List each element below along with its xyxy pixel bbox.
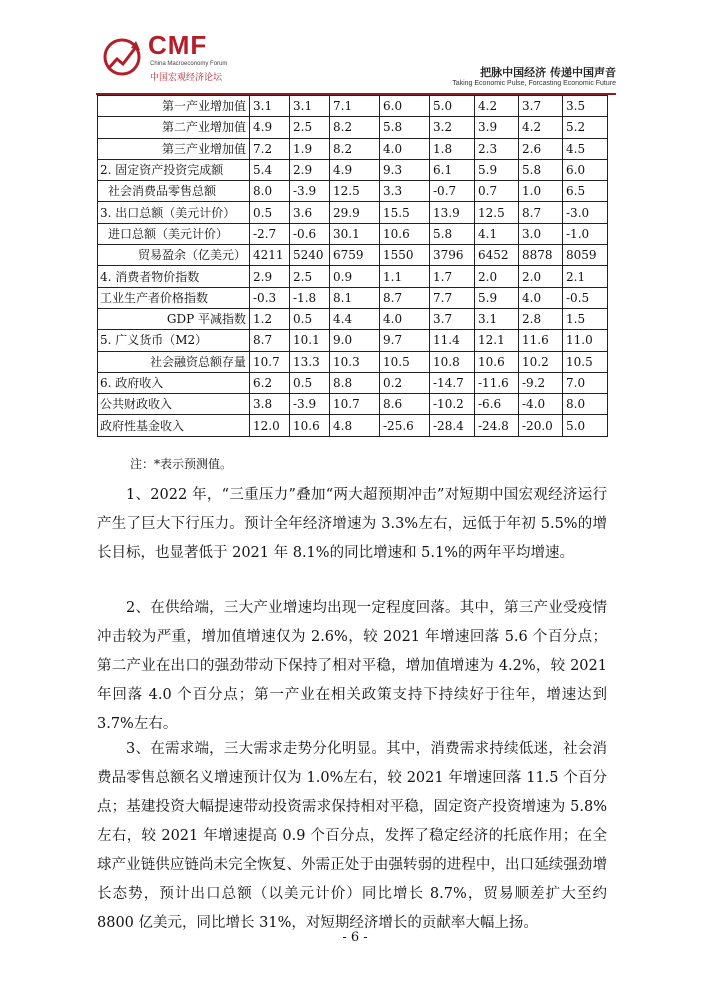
- table-cell: 10.2: [519, 351, 563, 372]
- table-cell: 2.5: [290, 117, 330, 138]
- table-cell: 7.1: [330, 96, 380, 117]
- table-cell: 1.7: [430, 266, 475, 287]
- table-row: [98, 372, 608, 393]
- table-cell: 5.0: [430, 96, 475, 117]
- table-row: [98, 117, 608, 138]
- table-cell: -10.2: [430, 394, 475, 415]
- row-label: 3. 出口总额（美元计价）: [98, 202, 250, 223]
- table-cell: 6759: [330, 245, 380, 266]
- row-label: 第一产业增加值: [98, 96, 250, 117]
- table-cell: 3.3: [380, 181, 430, 202]
- table-cell: 2.5: [290, 266, 330, 287]
- table-cell: 10.8: [430, 351, 475, 372]
- table-cell: 4.4: [330, 308, 380, 329]
- row-label: 社会融资总额存量: [98, 351, 250, 372]
- table-cell: 4.5: [563, 138, 608, 159]
- table-cell: 7.7: [430, 287, 475, 308]
- table-row: [98, 287, 608, 308]
- table-cell: 4211: [250, 245, 290, 266]
- table-cell: -3.9: [290, 394, 330, 415]
- table-row: [98, 138, 608, 159]
- table-cell: 1.0: [519, 181, 563, 202]
- table-cell: 3.1: [290, 96, 330, 117]
- table-body: [98, 96, 608, 437]
- table-cell: 8059: [563, 245, 608, 266]
- table-cell: -2.7: [250, 223, 290, 244]
- table-row: [98, 266, 608, 287]
- table-cell: -0.6: [290, 223, 330, 244]
- table-cell: 3.5: [563, 96, 608, 117]
- table-cell: 5240: [290, 245, 330, 266]
- table-cell: -20.0: [519, 415, 563, 436]
- table-cell: 11.6: [519, 330, 563, 351]
- table-row: [98, 351, 608, 372]
- table-cell: 8.2: [330, 138, 380, 159]
- table-row: [98, 223, 608, 244]
- table-cell: 3.7: [519, 96, 563, 117]
- table-cell: 2.9: [250, 266, 290, 287]
- table-cell: 5.0: [563, 415, 608, 436]
- table-cell: 30.1: [330, 223, 380, 244]
- table-cell: 12.0: [250, 415, 290, 436]
- table-cell: 5.2: [563, 117, 608, 138]
- table-cell: 10.6: [380, 223, 430, 244]
- table-cell: -28.4: [430, 415, 475, 436]
- table-cell: 13.3: [290, 351, 330, 372]
- table-cell: 1.8: [430, 138, 475, 159]
- page-number: - 6 -: [342, 930, 368, 945]
- table-cell: 10.6: [475, 351, 519, 372]
- row-label: 进口总额（美元计价）: [98, 223, 250, 244]
- table-cell: 1.5: [563, 308, 608, 329]
- row-label: 社会消费品零售总额: [98, 181, 250, 202]
- table-cell: 9.3: [380, 159, 430, 180]
- table-row: [98, 330, 608, 351]
- table-cell: 1.9: [290, 138, 330, 159]
- table-row: [98, 415, 608, 436]
- table-cell: -3.9: [290, 181, 330, 202]
- table-cell: 0.5: [290, 372, 330, 393]
- table-cell: 4.0: [380, 308, 430, 329]
- table-cell: 15.5: [380, 202, 430, 223]
- table-cell: 6.5: [563, 181, 608, 202]
- table-cell: -24.8: [475, 415, 519, 436]
- table-cell: -9.2: [519, 372, 563, 393]
- table-cell: 29.9: [330, 202, 380, 223]
- table-cell: 0.7: [475, 181, 519, 202]
- table-cell: 6.2: [250, 372, 290, 393]
- table-cell: 4.9: [250, 117, 290, 138]
- table-cell: 6.1: [430, 159, 475, 180]
- table-cell: 8.7: [519, 202, 563, 223]
- row-label: 第二产业增加值: [98, 117, 250, 138]
- slogan-cn: 把脉中国经济 传递中国声音: [480, 66, 616, 79]
- table-cell: 5.4: [250, 159, 290, 180]
- slogan-en: Taking Economic Pulse, Forcasting Economic Future: [452, 80, 616, 87]
- table-cell: 2.1: [563, 266, 608, 287]
- table-cell: 11.4: [430, 330, 475, 351]
- table-row: [98, 159, 608, 180]
- table-cell: 8.0: [250, 181, 290, 202]
- table-cell: -3.0: [563, 202, 608, 223]
- table-cell: 13.9: [430, 202, 475, 223]
- table-cell: 2.0: [519, 266, 563, 287]
- table-cell: 9.7: [380, 330, 430, 351]
- table-cell: -6.6: [475, 394, 519, 415]
- table-cell: 12.1: [475, 330, 519, 351]
- table-cell: 3.8: [250, 394, 290, 415]
- table-cell: 6.0: [380, 96, 430, 117]
- table-cell: 3.7: [430, 308, 475, 329]
- table-cell: 0.5: [290, 308, 330, 329]
- cmf-logo: [96, 28, 256, 90]
- table-cell: -0.5: [563, 287, 608, 308]
- row-label: GDP 平减指数: [98, 308, 250, 329]
- table-row: [98, 394, 608, 415]
- paragraph-1: 1、2022 年，“三重压力”叠加“两大超预期冲击”对短期中国宏观经济运行产生了巨大下行压力。预计全年经济增速为 3.3%左右，远低于年初 5.5%的增长目标，也显著低于 2021 年 8.1%的同比增速和 5.1%的两年平均增速。: [97, 487, 607, 561]
- table-cell: 5.8: [519, 159, 563, 180]
- row-label: 4. 消费者物价指数: [98, 266, 250, 287]
- table-cell: 4.2: [475, 96, 519, 117]
- table-cell: 12.5: [330, 181, 380, 202]
- table-row: [98, 202, 608, 223]
- table-cell: 3796: [430, 245, 475, 266]
- table-cell: -14.7: [430, 372, 475, 393]
- row-label: 政府性基金收入: [98, 415, 250, 436]
- table-cell: 3.2: [430, 117, 475, 138]
- table-cell: 6452: [475, 245, 519, 266]
- table-cell: 10.1: [290, 330, 330, 351]
- table-cell: 0.9: [330, 266, 380, 287]
- table-cell: 3.6: [290, 202, 330, 223]
- page-header: [96, 28, 616, 90]
- paragraph-3: 3、在需求端，三大需求走势分化明显。其中，消费需求持续低迷，社会消费品零售总额名义增速预计仅为 1.0%左右，较 2021 年增速回落 11.5 个百分点；基建投资大幅提速带动投资需求保持相对平稳，固定资产投资增速为 5.8%左右，较 2021 年增速提高 0.9 个百分点，发挥了稳定经济的托底作用；在全球产业链供应链尚未完全恢复、外需正处于由强转弱的进程中，出口延续强劲增长态势，预计出口总额（以美元计价）同比增长 8.7%，贸易顺差扩大至约 8800 亿美元，同比增长 31%，对短期经济增长的贡献率大幅上扬。: [97, 741, 607, 931]
- table-cell: 8.7: [380, 287, 430, 308]
- table-cell: 2.0: [475, 266, 519, 287]
- table-cell: 0.2: [380, 372, 430, 393]
- table-cell: 6.0: [563, 159, 608, 180]
- row-label: 工业生产者价格指数: [98, 287, 250, 308]
- table-cell: 4.1: [475, 223, 519, 244]
- table-cell: -0.3: [250, 287, 290, 308]
- table-cell: 8.0: [563, 394, 608, 415]
- table-cell: 3.9: [475, 117, 519, 138]
- table-cell: 0.5: [250, 202, 290, 223]
- table-cell: 10.3: [330, 351, 380, 372]
- growth-chart-logo-icon: [102, 36, 142, 78]
- table-cell: -1.8: [290, 287, 330, 308]
- paragraph-2: 2、在供给端，三大产业增速均出现一定程度回落。其中，第三产业受疫情冲击较为严重，增加值增速仅为 2.6%，较 2021 年增速回落 5.6 个百分点；第二产业在出口的强劲带动下保持了相对平稳，增加值增速为 4.2%，较 2021 年回落 4.0 个百分点；第一产业在相关政策支持下持续好于往年，增速达到 3.7%左右。: [97, 600, 607, 732]
- row-label: 6. 政府收入: [98, 372, 250, 393]
- table-cell: 11.0: [563, 330, 608, 351]
- table-cell: 9.0: [330, 330, 380, 351]
- table-cell: 8.8: [330, 372, 380, 393]
- table-cell: 10.7: [330, 394, 380, 415]
- table-row: [98, 181, 608, 202]
- table-cell: 8.7: [250, 330, 290, 351]
- table-row: [98, 96, 608, 117]
- table-cell: 2.9: [290, 159, 330, 180]
- table-cell: 3.1: [475, 308, 519, 329]
- table-cell: 5.9: [475, 159, 519, 180]
- table-cell: 8.6: [380, 394, 430, 415]
- logo-subtitle-en: China Macroeconomy Forum: [150, 61, 228, 67]
- row-label: 2. 固定资产投资完成额: [98, 159, 250, 180]
- table-cell: 4.0: [519, 287, 563, 308]
- table-cell: 8.2: [330, 117, 380, 138]
- table-cell: -0.7: [430, 181, 475, 202]
- table-cell: 3.1: [250, 96, 290, 117]
- table-cell: -25.6: [380, 415, 430, 436]
- row-label: 公共财政收入: [98, 394, 250, 415]
- table-cell: 2.3: [475, 138, 519, 159]
- row-label: 5. 广义货币（M2）: [98, 330, 250, 351]
- table-cell: 1.1: [380, 266, 430, 287]
- table-cell: -4.0: [519, 394, 563, 415]
- table-cell: 5.8: [430, 223, 475, 244]
- table-cell: 4.0: [380, 138, 430, 159]
- row-label: 贸易盈余（亿美元）: [98, 245, 250, 266]
- table-cell: 7.2: [250, 138, 290, 159]
- table-cell: 10.5: [380, 351, 430, 372]
- table-cell: 10.7: [250, 351, 290, 372]
- table-cell: 1.2: [250, 308, 290, 329]
- logo-subtitle-cn: 中国宏观经济论坛: [150, 73, 223, 83]
- table-cell: 5.8: [380, 117, 430, 138]
- table-cell: 2.6: [519, 138, 563, 159]
- table-cell: 4.2: [519, 117, 563, 138]
- logo-wordmark: CMF: [148, 30, 208, 60]
- table-cell: 10.5: [563, 351, 608, 372]
- table-cell: 4.9: [330, 159, 380, 180]
- table-cell: 4.8: [330, 415, 380, 436]
- table-cell: 5.9: [475, 287, 519, 308]
- table-cell: 7.0: [563, 372, 608, 393]
- row-label: 第三产业增加值: [98, 138, 250, 159]
- table-cell: 3.0: [519, 223, 563, 244]
- table-cell: 8878: [519, 245, 563, 266]
- table-cell: 1550: [380, 245, 430, 266]
- table-cell: -11.6: [475, 372, 519, 393]
- table-cell: 10.6: [290, 415, 330, 436]
- table-cell: -1.0: [563, 223, 608, 244]
- table-row: [98, 308, 608, 329]
- table-row: [98, 245, 608, 266]
- table-cell: 12.5: [475, 202, 519, 223]
- indicator-table: [97, 95, 608, 437]
- table-cell: 8.1: [330, 287, 380, 308]
- table-note: 注：*表示预测值。: [130, 457, 233, 471]
- table-cell: 2.8: [519, 308, 563, 329]
